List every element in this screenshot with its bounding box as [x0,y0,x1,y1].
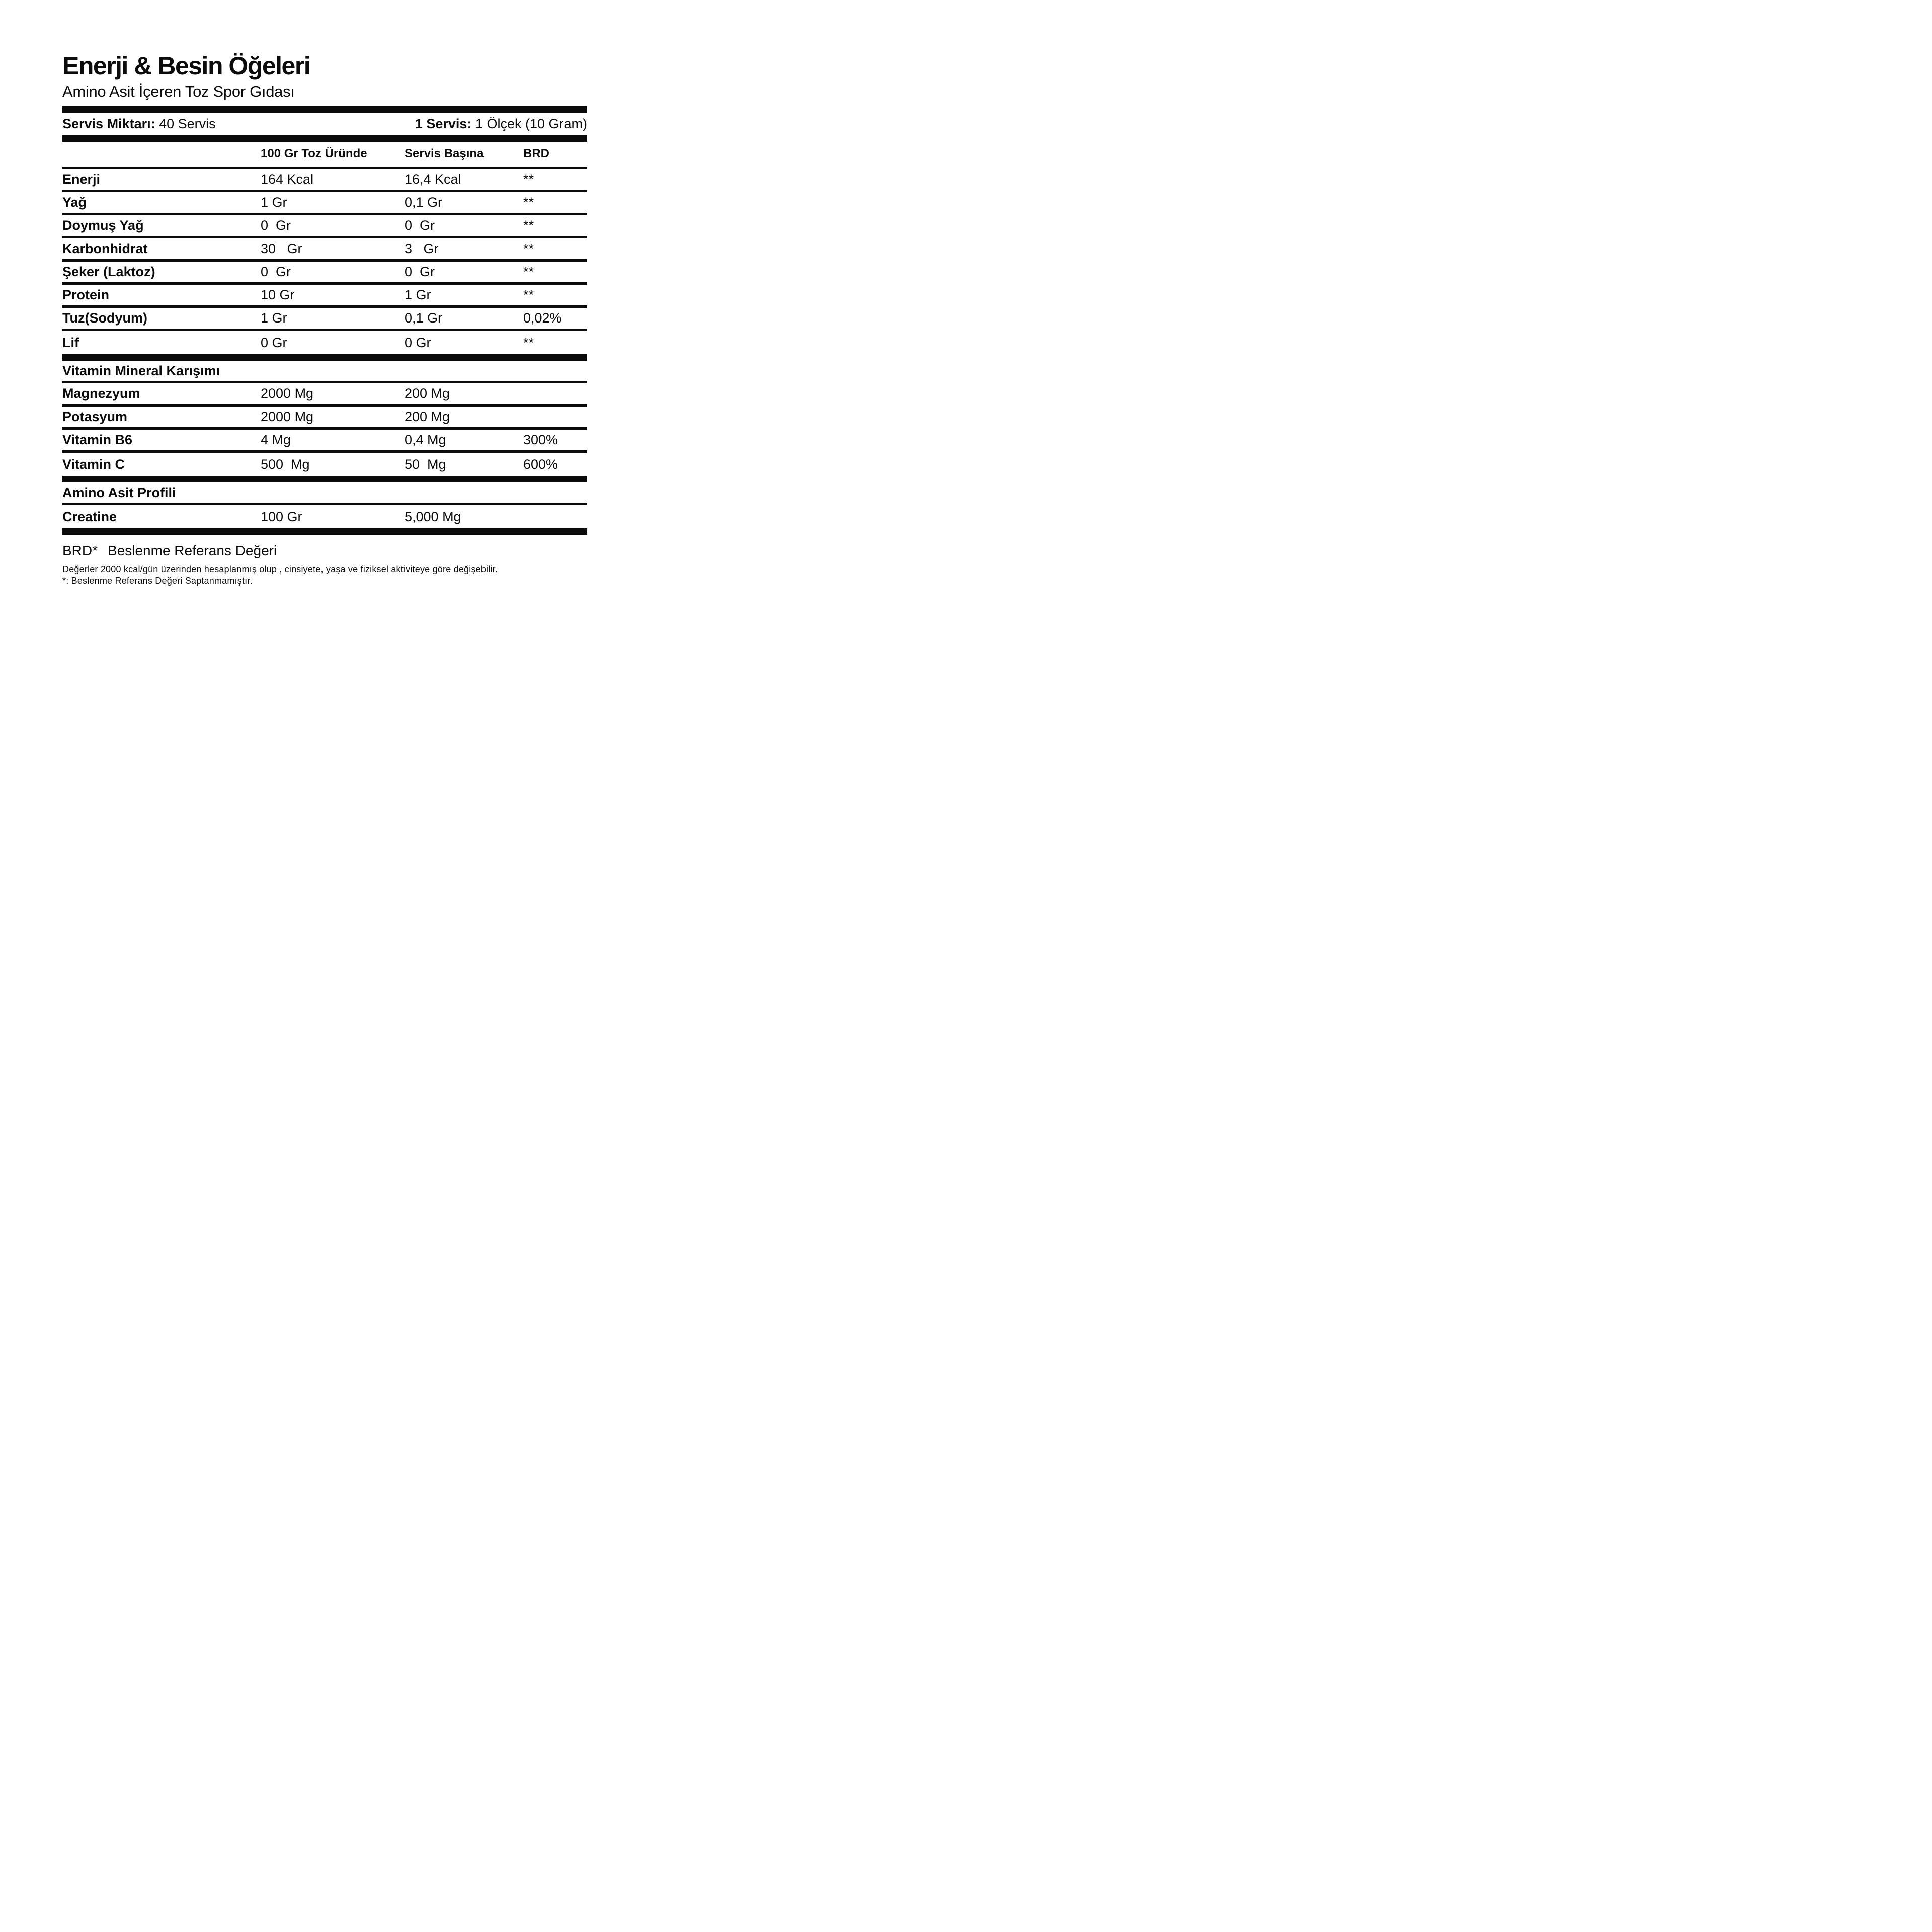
row-per-100g: 100 Gr [261,509,302,524]
row-per-serving: 200 Mg [405,386,450,401]
table-row [62,192,587,213]
row-per-serving: 3 Gr [405,241,439,256]
divider-big [62,354,587,361]
row-per-serving: 0 Gr [405,335,431,350]
disclaimer [62,564,587,586]
row-brd: ** [523,264,534,279]
row-brd: ** [523,195,534,210]
column-header-per-serving: Servis Başına [405,147,484,160]
row-label: Şeker (Laktoz) [62,264,155,279]
table-row [62,308,587,329]
row-per-serving: 0,1 Gr [405,310,443,326]
footnote-text: Beslenme Referans Değeri [108,543,277,558]
row-label: Tuz(Sodyum) [62,310,147,326]
serving-size-label: 1 Servis: [415,116,472,131]
row-per-100g: 30 Gr [261,241,302,256]
row-per-serving: 0 Gr [405,218,435,233]
row-per-serving: 0 Gr [405,264,435,279]
row-label: Vitamin B6 [62,432,133,447]
table-row [62,331,587,354]
row-brd: ** [523,335,534,350]
row-brd: 300% [523,432,558,447]
row-per-100g: 164 Kcal [261,172,314,187]
divider-big [62,528,587,535]
row-label: Vitamin C [62,456,125,472]
serving-size-value: 1 Ölçek (10 Gram) [471,116,587,131]
row-per-100g: 0 Gr [261,218,291,233]
row-label: Karbonhidrat [62,241,148,256]
serving-size [415,116,587,132]
row-brd: ** [523,218,534,233]
table-row [62,215,587,236]
row-label: Protein [62,287,110,302]
row-per-serving: 5,000 Mg [405,509,461,524]
table-row [62,262,587,282]
serving-count-value: 40 Servis [155,116,216,131]
row-per-serving: 1 Gr [405,287,431,302]
row-label: Creatine [62,509,117,524]
divider-big [62,476,587,482]
disclaimer-line-1: Değerler 2000 kcal/gün üzerinden hesaplanmış olup , cinsiyete, yaşa ve fiziksel aktiviteye göre değişebilir. [62,564,498,574]
section-header-row [62,482,587,503]
divider-big [62,106,587,113]
serving-count [62,116,216,132]
row-per-100g: 1 Gr [261,310,287,326]
row-brd: 0,02% [523,310,562,326]
table-row [62,430,587,450]
row-per-100g: 2000 Mg [261,386,314,401]
footnote-abbr: BRD* [62,543,98,558]
row-label: Yağ [62,195,87,210]
section-header-label: Amino Asit Profili [62,485,176,500]
row-label: Magnezyum [62,386,140,401]
row-brd: ** [523,241,534,256]
section-header-label: Vitamin Mineral Karışımı [62,363,220,378]
row-per-serving: 0,1 Gr [405,195,443,210]
row-label: Enerji [62,172,101,187]
row-per-serving: 200 Mg [405,409,450,424]
page-subtitle: Amino Asit İçeren Toz Spor Gıdası [62,83,295,100]
row-per-100g: 10 Gr [261,287,295,302]
row-per-100g: 500 Mg [261,456,310,472]
row-per-100g: 1 Gr [261,195,287,210]
row-brd: ** [523,287,534,302]
column-header-per-100g: 100 Gr Toz Üründe [261,147,367,160]
row-label: Lif [62,335,79,350]
row-label: Potasyum [62,409,128,424]
disclaimer-line-2: *: Beslenme Referans Değeri Saptanmamıştır. [62,575,253,586]
serving-count-label: Servis Miktarı: [62,116,155,131]
table-row [62,383,587,404]
column-header-brd: BRD [523,147,549,160]
table-row [62,407,587,427]
table-row [62,453,587,476]
row-per-100g: 0 Gr [261,335,287,350]
column-headers [62,147,587,167]
divider-big [62,135,587,142]
table-row [62,505,587,528]
nutrition-label [0,0,644,586]
row-per-serving: 50 Mg [405,456,446,472]
row-per-serving: 0,4 Mg [405,432,446,447]
row-per-serving: 16,4 Kcal [405,172,461,187]
row-per-100g: 0 Gr [261,264,291,279]
row-brd: 600% [523,456,558,472]
nutrition-table [62,169,587,535]
row-per-100g: 4 Mg [261,432,291,447]
serving-info [62,116,587,135]
row-per-100g: 2000 Mg [261,409,314,424]
table-row [62,169,587,190]
footnote [62,543,587,559]
section-header-row [62,361,587,381]
table-row [62,238,587,259]
page-title: Enerji & Besin Öğeleri [62,52,310,80]
table-row [62,285,587,305]
row-label: Doymuş Yağ [62,218,144,233]
row-brd: ** [523,172,534,187]
